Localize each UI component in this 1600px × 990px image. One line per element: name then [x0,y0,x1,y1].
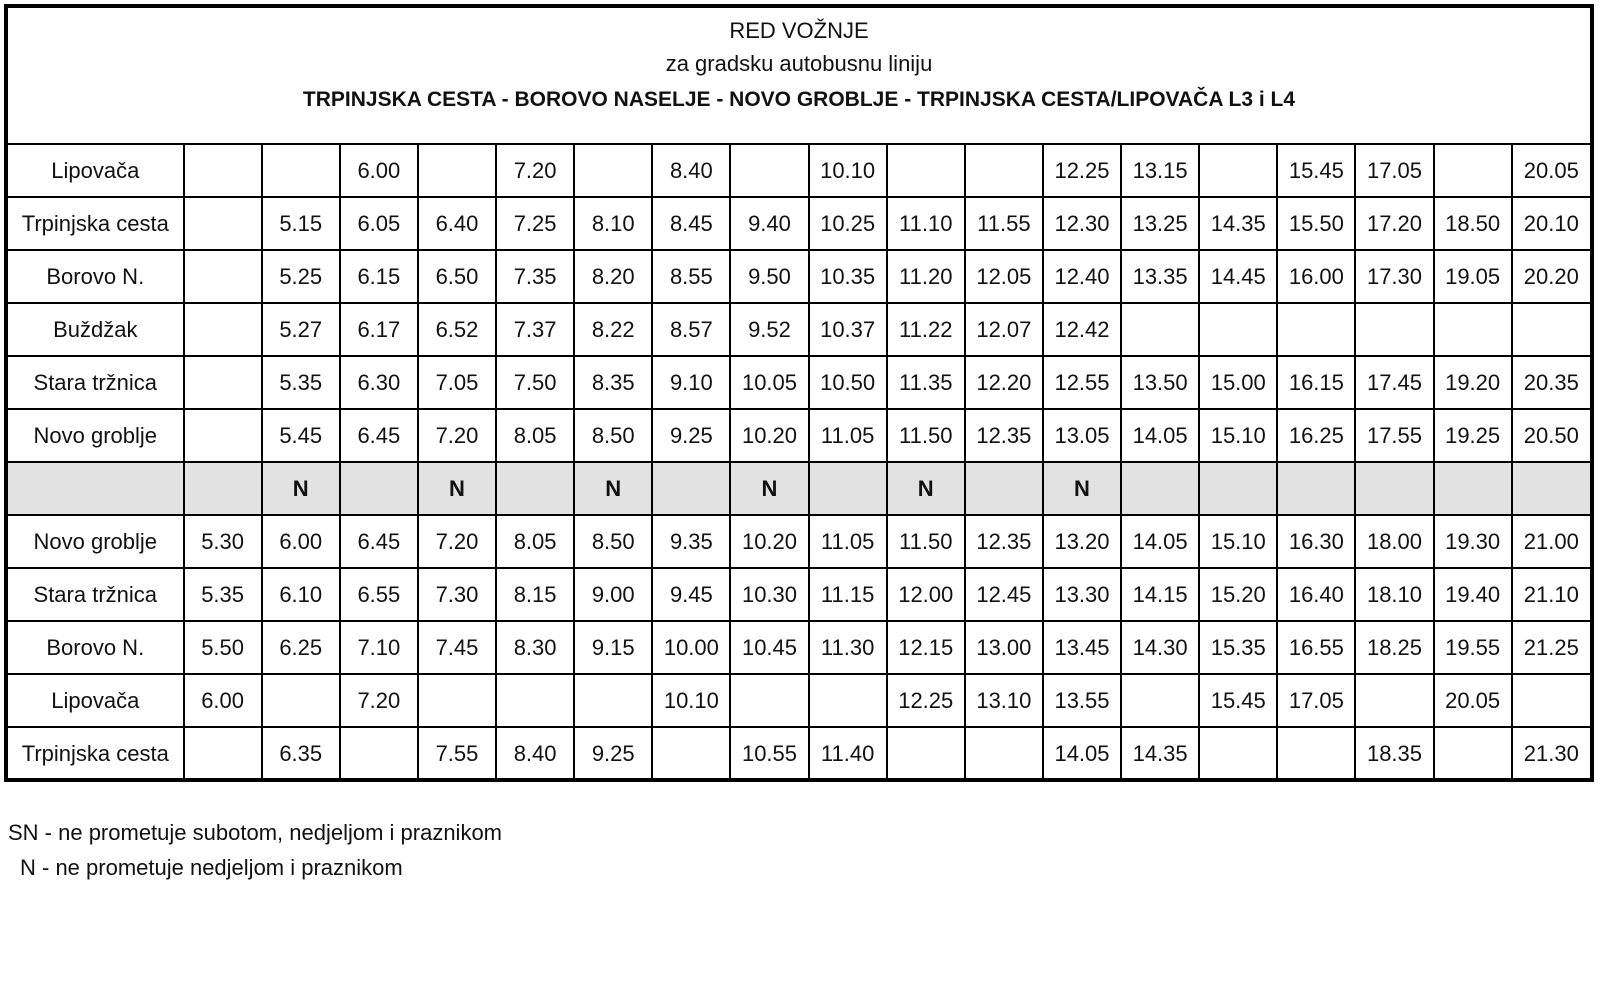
time-cell [340,727,418,779]
table-row [8,621,1590,674]
time-cell [1434,145,1512,197]
time-cell [887,727,965,779]
time-cell: 12.25 [1043,145,1121,197]
route-name: TRPINJSKA CESTA - BOROVO NASELJE - NOVO GROBLJE - TRPINJSKA CESTA/LIPOVAČA L3 i L4 [302,88,1296,111]
time-cell: 7.45 [418,621,496,674]
time-cell: 9.00 [574,568,652,621]
time-cell: 8.50 [574,515,652,568]
note-marker-cell [184,462,262,515]
time-cell: 12.35 [965,515,1043,568]
time-cell [418,145,496,197]
time-cell: 12.20 [965,356,1043,409]
time-cell: 5.30 [184,515,262,568]
time-cell: 13.30 [1043,568,1121,621]
time-cell: 16.15 [1277,356,1355,409]
time-cell: 18.10 [1355,568,1433,621]
note-marker-cell [1512,462,1590,515]
time-cell: 7.30 [418,568,496,621]
time-cell: 20.20 [1512,250,1590,303]
time-cell: 20.05 [1434,674,1512,727]
time-cell: 15.10 [1199,515,1277,568]
time-cell [652,727,730,779]
time-cell: 16.25 [1277,409,1355,462]
time-cell: 6.50 [418,250,496,303]
time-cell: 17.05 [1277,674,1355,727]
time-cell: 10.05 [730,356,808,409]
stop-name-cell: Novo groblje [8,409,184,462]
time-cell: 8.55 [652,250,730,303]
time-cell: 15.00 [1199,356,1277,409]
time-cell: 12.45 [965,568,1043,621]
time-cell: 18.50 [1434,197,1512,250]
time-cell [730,674,808,727]
table-row [8,568,1590,621]
table-row [8,674,1590,727]
time-cell [418,674,496,727]
time-cell: 6.00 [262,515,340,568]
time-cell: 10.37 [809,303,887,356]
stop-name-cell [8,462,184,515]
time-cell: 9.10 [652,356,730,409]
time-cell: 16.00 [1277,250,1355,303]
time-cell: 12.30 [1043,197,1121,250]
time-cell [965,727,1043,779]
time-cell: 8.05 [496,409,574,462]
time-cell: 15.10 [1199,409,1277,462]
stop-name-cell: Trpinjska cesta [8,727,184,779]
time-cell [1355,674,1433,727]
time-cell: 11.30 [809,621,887,674]
time-cell: 7.20 [418,409,496,462]
time-cell: 5.15 [262,197,340,250]
time-cell: 8.50 [574,409,652,462]
time-cell: 9.15 [574,621,652,674]
time-cell: 7.20 [496,145,574,197]
time-cell: 6.30 [340,356,418,409]
time-cell: 12.07 [965,303,1043,356]
time-cell: 18.25 [1355,621,1433,674]
time-cell: 11.15 [809,568,887,621]
time-cell: 21.10 [1512,568,1590,621]
time-cell: 8.30 [496,621,574,674]
time-cell: 6.00 [340,145,418,197]
time-cell: 7.25 [496,197,574,250]
time-cell: 7.20 [340,674,418,727]
time-cell: 17.05 [1355,145,1433,197]
time-cell [1199,303,1277,356]
time-cell: 9.52 [730,303,808,356]
time-cell: 12.35 [965,409,1043,462]
time-cell: 7.37 [496,303,574,356]
time-cell: 15.45 [1277,145,1355,197]
time-cell: 9.40 [730,197,808,250]
time-cell: 9.45 [652,568,730,621]
time-cell: 15.45 [1199,674,1277,727]
time-cell: 11.35 [887,356,965,409]
time-cell: 8.40 [496,727,574,779]
time-cell: 6.05 [340,197,418,250]
time-cell: 8.20 [574,250,652,303]
time-cell: 10.45 [730,621,808,674]
time-cell: 14.45 [1199,250,1277,303]
note-marker-cell [652,462,730,515]
time-cell [184,727,262,779]
time-cell: 12.40 [1043,250,1121,303]
time-cell: 11.50 [887,515,965,568]
time-cell: 10.35 [809,250,887,303]
time-cell: 5.35 [262,356,340,409]
time-cell: 6.00 [184,674,262,727]
time-cell: 13.45 [1043,621,1121,674]
note-marker-cell [1355,462,1433,515]
time-cell: 14.05 [1121,409,1199,462]
time-cell: 14.05 [1043,727,1121,779]
time-cell: 6.10 [262,568,340,621]
time-cell: 16.40 [1277,568,1355,621]
time-cell: 8.35 [574,356,652,409]
footnotes [8,815,502,885]
time-cell: 5.27 [262,303,340,356]
time-cell: 5.25 [262,250,340,303]
time-cell: 6.35 [262,727,340,779]
note-marker-cell: N [574,462,652,515]
time-cell: 6.15 [340,250,418,303]
time-cell: 13.55 [1043,674,1121,727]
table-row [8,356,1590,409]
time-cell [262,145,340,197]
time-cell: 12.25 [887,674,965,727]
time-cell: 19.40 [1434,568,1512,621]
timetable-header [8,8,1590,145]
time-cell [184,197,262,250]
time-cell: 7.55 [418,727,496,779]
stop-name-cell: Stara tržnica [8,568,184,621]
stop-name-cell: Lipovača [8,674,184,727]
time-cell: 12.42 [1043,303,1121,356]
time-cell: 18.00 [1355,515,1433,568]
time-cell [887,145,965,197]
stop-name-cell: Lipovača [8,145,184,197]
time-cell [1434,303,1512,356]
time-cell: 11.40 [809,727,887,779]
time-cell: 14.35 [1121,727,1199,779]
time-cell: 8.45 [652,197,730,250]
time-cell: 19.55 [1434,621,1512,674]
time-cell: 8.10 [574,197,652,250]
stop-name-cell: Borovo N. [8,250,184,303]
time-cell: 13.10 [965,674,1043,727]
time-cell: 15.20 [1199,568,1277,621]
time-cell: 10.25 [809,197,887,250]
page-subtitle: za gradsku autobusnu liniju [665,51,933,76]
time-cell: 11.50 [887,409,965,462]
time-cell: 7.35 [496,250,574,303]
time-cell [809,674,887,727]
footnote-sn: SN - ne prometuje subotom, nedjeljom i praznikom [8,820,503,845]
note-marker-cell: N [418,462,496,515]
table-row [8,515,1590,568]
time-cell: 5.50 [184,621,262,674]
time-cell [574,674,652,727]
time-cell: 13.50 [1121,356,1199,409]
time-cell: 15.35 [1199,621,1277,674]
time-cell: 8.57 [652,303,730,356]
time-cell [1434,727,1512,779]
note-marker-cell [965,462,1043,515]
time-cell: 10.50 [809,356,887,409]
table-row [8,145,1590,197]
time-cell [184,145,262,197]
time-cell: 9.25 [574,727,652,779]
time-cell [496,674,574,727]
time-cell [1121,674,1199,727]
table-row [8,727,1590,779]
time-cell: 7.05 [418,356,496,409]
time-cell: 12.05 [965,250,1043,303]
stop-name-cell: Novo groblje [8,515,184,568]
stop-name-cell: Trpinjska cesta [8,197,184,250]
time-cell: 19.20 [1434,356,1512,409]
note-marker-cell [496,462,574,515]
table-row [8,250,1590,303]
time-cell: 19.05 [1434,250,1512,303]
note-marker-cell [1434,462,1512,515]
time-cell [262,674,340,727]
time-cell: 9.25 [652,409,730,462]
time-cell: 11.05 [809,409,887,462]
time-cell: 8.15 [496,568,574,621]
time-cell: 11.22 [887,303,965,356]
time-cell: 6.45 [340,409,418,462]
table-row [8,303,1590,356]
time-cell: 10.00 [652,621,730,674]
time-cell: 17.20 [1355,197,1433,250]
time-cell [1512,303,1590,356]
time-cell: 21.00 [1512,515,1590,568]
time-cell: 14.05 [1121,515,1199,568]
time-cell: 13.05 [1043,409,1121,462]
time-cell: 10.10 [652,674,730,727]
time-cell: 21.25 [1512,621,1590,674]
time-cell: 11.05 [809,515,887,568]
page-title: RED VOŽNJE [729,18,869,43]
time-cell: 8.05 [496,515,574,568]
time-cell: 21.30 [1523,740,1579,766]
time-cell [574,145,652,197]
time-cell [730,145,808,197]
time-cell: 12.15 [887,621,965,674]
note-marker-cell: N [1043,462,1121,515]
time-cell: 10.55 [730,727,808,779]
time-cell: 9.35 [652,515,730,568]
note-marker-cell [1199,462,1277,515]
time-cell: 20.35 [1512,356,1590,409]
time-cell: 13.25 [1121,197,1199,250]
time-cell: 19.25 [1434,409,1512,462]
time-cell [1199,145,1277,197]
table-row [8,409,1590,462]
time-cell: 17.55 [1355,409,1433,462]
time-cell [184,409,262,462]
time-cell: 9.50 [730,250,808,303]
time-cell: 16.55 [1277,621,1355,674]
time-cell: 10.10 [809,145,887,197]
time-cell: 6.17 [340,303,418,356]
time-cell [184,250,262,303]
time-cell [1199,727,1277,779]
time-cell: 6.52 [418,303,496,356]
time-cell: 13.35 [1121,250,1199,303]
time-cell: 5.45 [262,409,340,462]
time-cell: 20.10 [1512,197,1590,250]
time-cell [1355,303,1433,356]
time-cell: 13.20 [1043,515,1121,568]
stop-name-cell: Buždžak [8,303,184,356]
stop-name-cell: Borovo N. [8,621,184,674]
note-marker-cell [1277,462,1355,515]
time-cell: 11.55 [965,197,1043,250]
time-cell [1277,727,1355,779]
time-cell: 17.30 [1355,250,1433,303]
time-cell: 16.30 [1277,515,1355,568]
time-cell: 11.20 [887,250,965,303]
time-cell: 19.30 [1434,515,1512,568]
note-marker-cell: N [730,462,808,515]
time-cell: 20.05 [1512,145,1590,197]
time-cell: 6.45 [340,515,418,568]
time-cell: 13.00 [965,621,1043,674]
time-cell: 14.30 [1121,621,1199,674]
time-cell [965,145,1043,197]
time-cell: 6.55 [340,568,418,621]
time-cell [184,356,262,409]
note-marker-cell: N [262,462,340,515]
time-cell: 7.20 [418,515,496,568]
time-cell: 15.50 [1277,197,1355,250]
time-cell: 17.45 [1355,356,1433,409]
time-cell: 5.35 [184,568,262,621]
time-cell [1512,674,1590,727]
time-cell: 6.40 [418,197,496,250]
note-marker-cell [1121,462,1199,515]
footnote-n: N - ne prometuje nedjeljom i praznikom [20,855,403,880]
separator-row [8,462,1590,515]
time-cell [184,303,262,356]
note-marker-cell: N [887,462,965,515]
note-marker-cell [340,462,418,515]
table-row [8,197,1590,250]
stop-name-cell: Stara tržnica [8,356,184,409]
time-cell: 7.10 [340,621,418,674]
time-cell [1121,303,1199,356]
time-cell: 10.20 [730,409,808,462]
time-cell: 7.50 [496,356,574,409]
time-cell: 20.50 [1512,409,1590,462]
note-marker-cell [809,462,887,515]
time-cell: 14.35 [1199,197,1277,250]
time-cell: 13.15 [1121,145,1199,197]
time-cell: 10.20 [730,515,808,568]
time-cell: 14.15 [1121,568,1199,621]
time-cell: 18.35 [1355,727,1433,779]
time-cell: 11.10 [887,197,965,250]
time-cell: 8.40 [652,145,730,197]
time-cell [1277,303,1355,356]
timetable-grid [8,145,1590,779]
time-cell: 8.22 [574,303,652,356]
time-cell: 10.30 [730,568,808,621]
time-cell: 12.55 [1043,356,1121,409]
timetable-sheet [4,4,1594,782]
time-cell: 12.00 [887,568,965,621]
time-cell: 6.25 [262,621,340,674]
